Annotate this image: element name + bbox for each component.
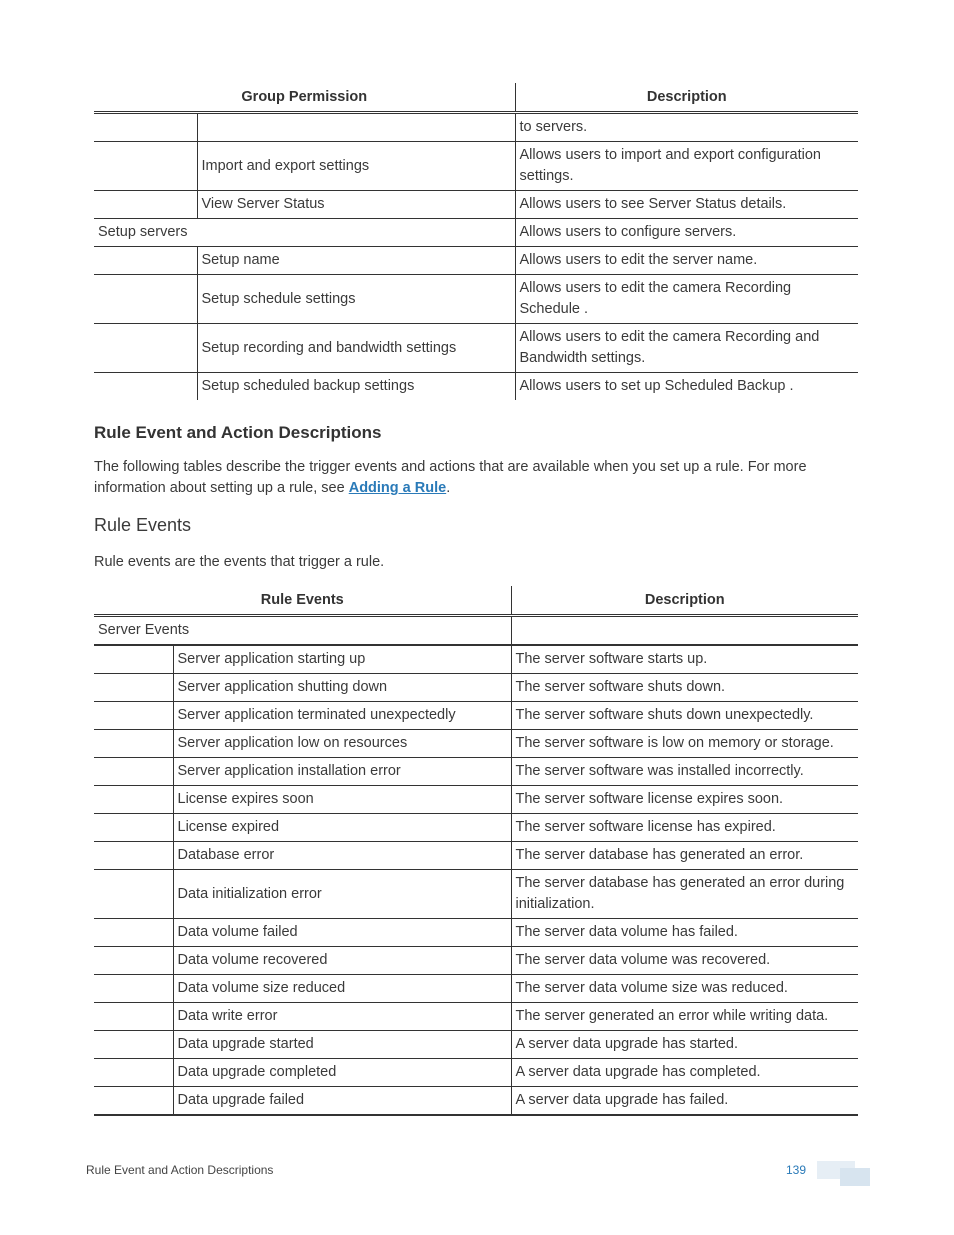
table-row: [94, 373, 858, 401]
permission-name: Setup schedule settings: [197, 275, 515, 324]
event-description: The server data volume has failed.: [511, 919, 858, 947]
event-description: The server software shuts down.: [511, 674, 858, 702]
event-name: Data volume size reduced: [173, 975, 511, 1003]
event-name: Server application installation error: [173, 758, 511, 786]
event-description: The server data volume size was reduced.: [511, 975, 858, 1003]
rule-events-intro: Rule events are the events that trigger a rule.: [94, 554, 385, 570]
event-name: Server application starting up: [173, 645, 511, 674]
group-permission-table: [94, 83, 858, 400]
event-description: A server data upgrade has completed.: [511, 1059, 858, 1087]
permission-description: Allows users to set up Scheduled Backup .: [515, 373, 858, 401]
event-description: A server data upgrade has started.: [511, 1031, 858, 1059]
permission-description: Allows users to edit the server name.: [515, 247, 858, 275]
table-row: [94, 674, 858, 702]
event-description: The server software license has expired.: [511, 814, 858, 842]
table-row: [94, 324, 858, 373]
table-row-category: [94, 219, 858, 247]
event-name: Data upgrade completed: [173, 1059, 511, 1087]
table-row-category: [94, 616, 858, 646]
event-description: The server software shuts down unexpectedly.: [511, 702, 858, 730]
permission-description: Allows users to configure servers.: [515, 219, 858, 247]
table-row: [94, 645, 858, 674]
rule-events-heading: Rule Events: [94, 515, 192, 535]
table-row: [94, 786, 858, 814]
table-row: [94, 814, 858, 842]
permission-name: Import and export settings: [197, 142, 515, 191]
permission-description: Allows users to import and export configuration settings.: [515, 142, 858, 191]
table-row: [94, 730, 858, 758]
event-name: Data upgrade started: [173, 1031, 511, 1059]
footer-title: Rule Event and Action Descriptions: [86, 1163, 274, 1177]
permission-description: to servers.: [515, 113, 858, 142]
event-name: Server application terminated unexpectedly: [173, 702, 511, 730]
table-row: [94, 842, 858, 870]
event-name: Data volume recovered: [173, 947, 511, 975]
section-heading: Rule Event and Action Descriptions: [94, 423, 382, 442]
permission-description: Allows users to edit the camera Recording Schedule .: [515, 275, 858, 324]
permission-name: Setup recording and bandwidth settings: [197, 324, 515, 373]
section-intro: The following tables describe the trigger events and actions that are available when you set up a rule. For more information about setting up a rule, see Adding a Rule.: [94, 459, 807, 496]
permission-name: Setup name: [197, 247, 515, 275]
table-row: [94, 113, 858, 142]
table-header-row: [94, 586, 858, 616]
table-row: [94, 947, 858, 975]
event-description: The server database has generated an error.: [511, 842, 858, 870]
column-header-description: Description: [511, 586, 858, 616]
table-row: [94, 1031, 858, 1059]
event-description: The server software is low on memory or storage.: [511, 730, 858, 758]
table-row: [94, 1087, 858, 1116]
event-description: A server data upgrade has failed.: [511, 1087, 858, 1116]
event-name: Data volume failed: [173, 919, 511, 947]
table-row: [94, 919, 858, 947]
permission-name: [197, 113, 515, 142]
event-description: The server software was installed incorrectly.: [511, 758, 858, 786]
table-row: [94, 191, 858, 219]
table-row: [94, 1059, 858, 1087]
permission-name: View Server Status: [197, 191, 515, 219]
column-header-rule-events: Rule Events: [260, 592, 344, 608]
table-row: [94, 1003, 858, 1031]
table-row: [94, 870, 858, 919]
permission-description: Allows users to see Server Status details.: [515, 191, 858, 219]
page-corner-decoration: [840, 1168, 870, 1186]
column-header-description: Description: [515, 83, 858, 113]
table-row: [94, 247, 858, 275]
table-row: [94, 975, 858, 1003]
event-category: Server Events: [94, 616, 511, 646]
event-name: Data write error: [173, 1003, 511, 1031]
event-description: The server generated an error while writing data.: [511, 1003, 858, 1031]
adding-a-rule-link[interactable]: Adding a Rule: [348, 480, 447, 496]
event-name: Server application shutting down: [173, 674, 511, 702]
permission-category: Setup servers: [94, 219, 515, 247]
event-name: Server application low on resources: [173, 730, 511, 758]
table-row: [94, 275, 858, 324]
page-number: 139: [786, 1163, 807, 1177]
table-header-row: [94, 83, 858, 113]
table-row: [94, 142, 858, 191]
event-name: Data upgrade failed: [173, 1087, 511, 1116]
column-header-group-permission: Group Permission: [241, 89, 368, 105]
event-description: The server data volume was recovered.: [511, 947, 858, 975]
permission-description: Allows users to edit the camera Recording and Bandwidth settings.: [515, 324, 858, 373]
permission-name: Setup scheduled backup settings: [197, 373, 515, 401]
rule-events-table: [94, 586, 858, 1116]
event-description: The server database has generated an error during initialization.: [511, 870, 858, 919]
table-row: [94, 702, 858, 730]
event-name: License expired: [173, 814, 511, 842]
table-row: [94, 758, 858, 786]
event-name: Database error: [173, 842, 511, 870]
event-description: The server software starts up.: [511, 645, 858, 674]
event-name: License expires soon: [173, 786, 511, 814]
event-description: The server software license expires soon.: [511, 786, 858, 814]
event-name: Data initialization error: [173, 870, 511, 919]
